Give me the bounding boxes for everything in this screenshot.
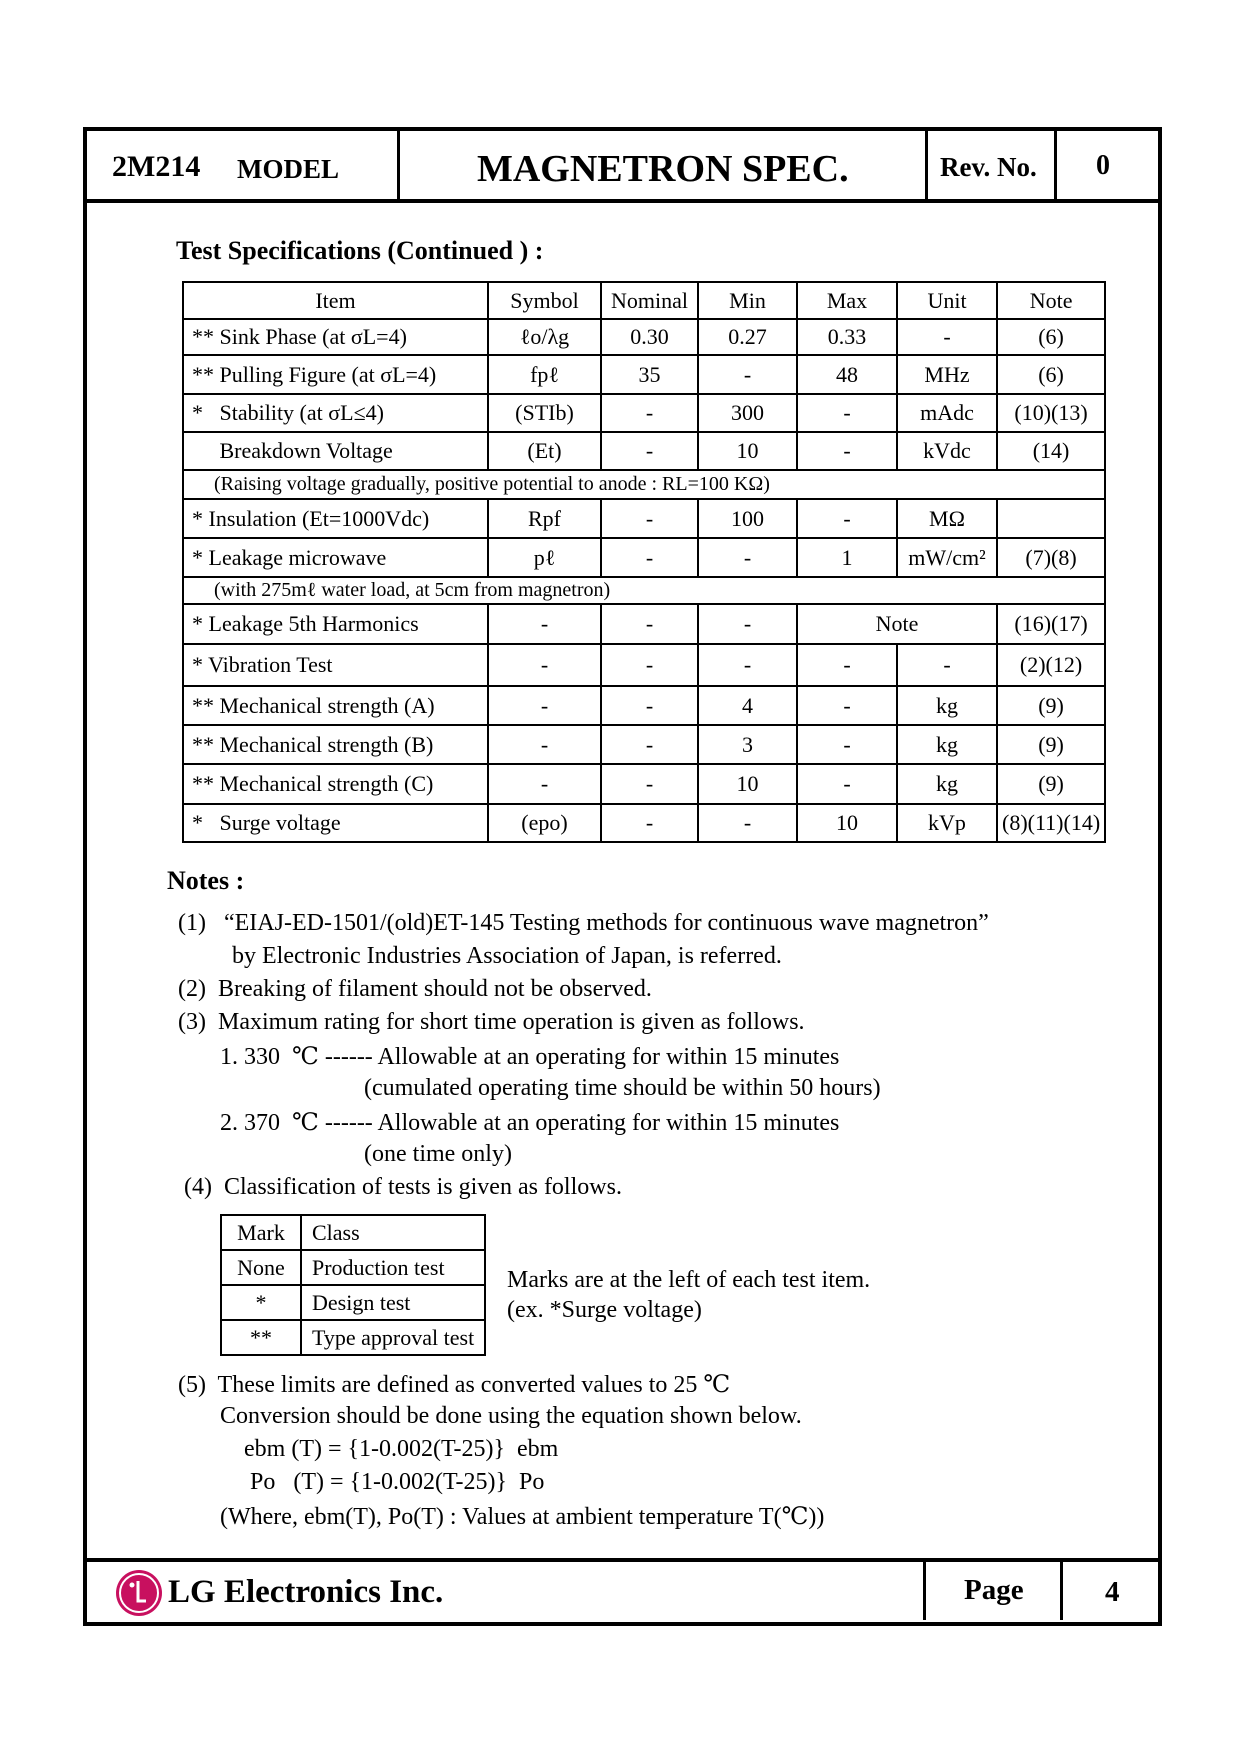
value-cell: (6) — [997, 355, 1105, 394]
page-number: 4 — [1105, 1576, 1120, 1608]
company-name: LG Electronics Inc. — [168, 1574, 444, 1610]
value-cell: 300 — [698, 394, 797, 432]
class-row — [221, 1285, 485, 1320]
value-cell: - — [488, 725, 601, 764]
section-title: Test Specifications (Continued ) : — [176, 236, 544, 265]
value-cell: 0.33 — [797, 319, 897, 355]
table-row — [183, 499, 1105, 538]
column-header: Note — [997, 282, 1105, 319]
value-cell: - — [698, 644, 797, 686]
header-separator — [925, 127, 928, 201]
note5-line: Po (T) = {1-0.002(T-25)} Po — [178, 1469, 545, 1495]
class-remark: Marks are at the left of each test item. — [507, 1267, 871, 1293]
class-cell: Production test — [301, 1250, 485, 1285]
value-cell: ℓo/λg — [488, 319, 601, 355]
value-cell: - — [601, 725, 698, 764]
value-cell: - — [797, 725, 897, 764]
item-cell: ** Pulling Figure (at σL=4) — [183, 355, 488, 394]
column-header: Symbol — [488, 282, 601, 319]
model-label: MODEL — [237, 154, 340, 184]
table-row — [183, 686, 1105, 725]
value-cell: 35 — [601, 355, 698, 394]
value-cell: - — [601, 499, 698, 538]
class-row — [221, 1320, 485, 1355]
value-cell: - — [797, 686, 897, 725]
mark-cell: ** — [221, 1320, 301, 1355]
table-row — [183, 764, 1105, 804]
value-cell: (Et) — [488, 432, 601, 470]
value-cell: - — [488, 686, 601, 725]
value-cell: Rpf — [488, 499, 601, 538]
column-header: Min — [698, 282, 797, 319]
table-row — [183, 644, 1105, 686]
note-line: by Electronic Industries Association of Japan, is referred. — [178, 943, 782, 969]
note-line: (3) Maximum rating for short time operation is given as follows. — [178, 1009, 805, 1035]
note5-line: (5) These limits are defined as converted values to 25 ℃ — [178, 1372, 731, 1398]
value-cell: - — [797, 764, 897, 804]
value-cell: MΩ — [897, 499, 997, 538]
value-cell: - — [698, 538, 797, 577]
table-row — [183, 577, 1105, 604]
table-row — [183, 470, 1105, 499]
value-cell: 10 — [797, 804, 897, 842]
value-cell: - — [797, 499, 897, 538]
table-row — [183, 725, 1105, 764]
class-row — [221, 1215, 485, 1250]
value-cell: - — [698, 604, 797, 644]
column-header: Max — [797, 282, 897, 319]
value-cell: - — [601, 538, 698, 577]
value-cell: - — [601, 432, 698, 470]
column-header: Item — [183, 282, 488, 319]
value-cell: - — [601, 394, 698, 432]
value-cell: kVp — [897, 804, 997, 842]
lg-logo-icon — [116, 1570, 162, 1616]
footer-separator — [1060, 1560, 1063, 1620]
value-cell: - — [797, 644, 897, 686]
item-cell: Breakdown Voltage — [183, 432, 488, 470]
mark-cell: * — [221, 1285, 301, 1320]
note-line: 1. 330 ℃ ------ Allowable at an operating for within 15 minutes — [178, 1044, 840, 1070]
value-cell: 0.27 — [698, 319, 797, 355]
header-separator — [397, 127, 400, 201]
item-cell: ** Mechanical strength (B) — [183, 725, 488, 764]
note5-line: ebm (T) = {1-0.002(T-25)} ebm — [178, 1436, 559, 1462]
class-cell: Design test — [301, 1285, 485, 1320]
spec-table — [182, 281, 1106, 843]
value-cell: (epo) — [488, 804, 601, 842]
header-divider — [83, 199, 1158, 203]
value-cell: - — [897, 644, 997, 686]
note-line: 2. 370 ℃ ------ Allowable at an operating for within 15 minutes — [178, 1110, 840, 1136]
value-cell: 10 — [698, 432, 797, 470]
column-header: Nominal — [601, 282, 698, 319]
item-cell: * Leakage microwave — [183, 538, 488, 577]
value-cell: 100 — [698, 499, 797, 538]
header-separator — [1054, 127, 1057, 201]
item-cell: * Insulation (Et=1000Vdc) — [183, 499, 488, 538]
value-cell: (9) — [997, 686, 1105, 725]
note-line: (2) Breaking of filament should not be observed. — [178, 976, 652, 1002]
value-cell: MHz — [897, 355, 997, 394]
value-cell: mAdc — [897, 394, 997, 432]
note-line: (cumulated operating time should be within 50 hours) — [178, 1075, 881, 1101]
note-line: (one time only) — [178, 1141, 512, 1167]
value-cell: - — [601, 686, 698, 725]
value-cell: - — [601, 604, 698, 644]
value-cell: kg — [897, 764, 997, 804]
item-cell: ** Mechanical strength (C) — [183, 764, 488, 804]
value-cell: (8)(11)(14) — [997, 804, 1105, 842]
rev-value: 0 — [1096, 150, 1110, 181]
class-table — [220, 1214, 486, 1356]
value-cell: mW/cm² — [897, 538, 997, 577]
table-row — [183, 432, 1105, 470]
table-note-row: (Raising voltage gradually, positive potential to anode : RL=100 KΩ) — [183, 470, 1105, 499]
item-cell: * Stability (at σL≤4) — [183, 394, 488, 432]
class-row — [221, 1250, 485, 1285]
item-cell: ** Sink Phase (at σL=4) — [183, 319, 488, 355]
rev-label: Rev. No. — [940, 152, 1037, 182]
note-line: (4) Classification of tests is given as follows. — [178, 1174, 622, 1200]
value-cell: 48 — [797, 355, 897, 394]
value-cell: - — [488, 644, 601, 686]
value-cell: - — [797, 432, 897, 470]
table-note-row: (with 275mℓ water load, at 5cm from magnetron) — [183, 577, 1105, 604]
doc-title: MAGNETRON SPEC. — [477, 148, 849, 190]
value-cell: kg — [897, 686, 997, 725]
notes-title: Notes : — [167, 866, 245, 895]
note5-line: Conversion should be done using the equation shown below. — [178, 1403, 802, 1429]
table-row — [183, 604, 1105, 644]
class-cell: Class — [301, 1215, 485, 1250]
note-line: (1) “EIAJ-ED-1501/(old)ET-145 Testing methods for continuous wave magnetron” — [178, 910, 989, 936]
value-cell: - — [488, 764, 601, 804]
class-remark-example: (ex. *Surge voltage) — [507, 1297, 702, 1323]
item-cell: * Leakage 5th Harmonics — [183, 604, 488, 644]
value-cell: - — [698, 355, 797, 394]
value-cell: 3 — [698, 725, 797, 764]
table-row — [183, 319, 1105, 355]
value-cell: (14) — [997, 432, 1105, 470]
mark-cell: Mark — [221, 1215, 301, 1250]
item-cell: * Surge voltage — [183, 804, 488, 842]
value-cell: - — [488, 604, 601, 644]
item-cell: ** Mechanical strength (A) — [183, 686, 488, 725]
page-label: Page — [964, 1574, 1024, 1606]
model-number: 2M214 — [112, 150, 201, 183]
value-cell: fpℓ — [488, 355, 601, 394]
note5-line: (Where, ebm(T), Po(T) : Values at ambient temperature T(℃)) — [178, 1504, 825, 1530]
value-cell: 1 — [797, 538, 897, 577]
table-row — [183, 394, 1105, 432]
table-row — [183, 355, 1105, 394]
value-cell: (9) — [997, 725, 1105, 764]
value-cell: - — [601, 764, 698, 804]
value-cell: 10 — [698, 764, 797, 804]
value-cell: 0.30 — [601, 319, 698, 355]
value-cell: (10)(13) — [997, 394, 1105, 432]
item-cell: * Vibration Test — [183, 644, 488, 686]
value-cell: (16)(17) — [997, 604, 1105, 644]
table-header-row — [183, 282, 1105, 319]
value-cell — [997, 499, 1105, 538]
class-cell: Type approval test — [301, 1320, 485, 1355]
value-cell: - — [601, 804, 698, 842]
value-cell: - — [601, 644, 698, 686]
value-cell: - — [797, 394, 897, 432]
value-cell: (STIb) — [488, 394, 601, 432]
value-cell: (6) — [997, 319, 1105, 355]
footer-divider — [83, 1558, 1158, 1562]
value-cell: - — [897, 319, 997, 355]
value-cell: kg — [897, 725, 997, 764]
mark-cell: None — [221, 1250, 301, 1285]
footer-separator — [923, 1560, 926, 1620]
value-cell: pℓ — [488, 538, 601, 577]
value-cell: - — [698, 804, 797, 842]
column-header: Unit — [897, 282, 997, 319]
value-cell: (9) — [997, 764, 1105, 804]
value-cell: Note — [797, 604, 997, 644]
value-cell: 4 — [698, 686, 797, 725]
value-cell: (7)(8) — [997, 538, 1105, 577]
value-cell: kVdc — [897, 432, 997, 470]
table-row — [183, 804, 1105, 842]
value-cell: (2)(12) — [997, 644, 1105, 686]
table-row — [183, 538, 1105, 577]
